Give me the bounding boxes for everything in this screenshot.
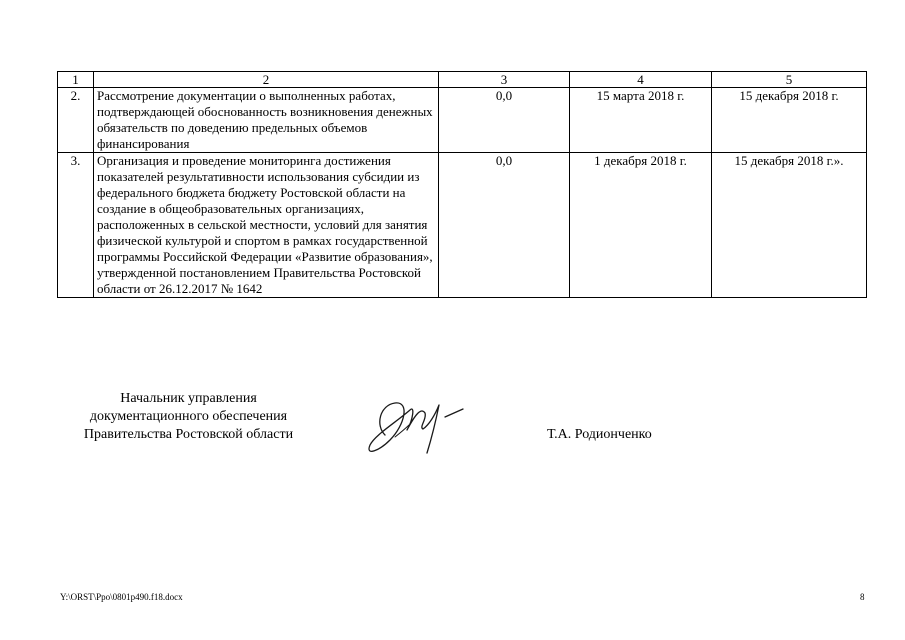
signatory-name: Т.А. Родионченко bbox=[547, 427, 652, 442]
row-number: 2. bbox=[58, 88, 94, 153]
header-cell: 3 bbox=[439, 72, 570, 88]
signatory-position bbox=[56, 390, 321, 444]
header-cell: 5 bbox=[712, 72, 867, 88]
row-amount: 0,0 bbox=[439, 88, 570, 153]
position-line: документационного обеспечения bbox=[89, 409, 288, 424]
row-start-date: 15 марта 2018 г. bbox=[570, 88, 712, 153]
page-number: 8 bbox=[860, 592, 865, 602]
row-end-date: 15 декабря 2018 г. bbox=[712, 88, 867, 153]
row-number: 3. bbox=[58, 153, 94, 298]
row-start-date: 1 декабря 2018 г. bbox=[570, 153, 712, 298]
handwritten-signature bbox=[355, 385, 475, 465]
row-description: Организация и проведение мониторинга достижения показателей результативности использования субсидии из федерального бюджета бюджету Ростовской области на создание в общеобразовательных организациях, расположенных в сельской местности, условий для занятия физической культурой и спортом в рамках государственной программы Российской Федерации «Развитие образования», утвержденной постановлением Правительства Ростовской области от 26.12.2017 № 1642 bbox=[94, 153, 439, 298]
row-description: Рассмотрение документации о выполненных работах, подтверждающей обоснованность возникновения денежных обязательств по доведению предельных объемов финансирования bbox=[94, 88, 439, 153]
schedule-table bbox=[57, 71, 867, 298]
position-line: Правительства Ростовской области bbox=[83, 427, 294, 442]
row-amount: 0,0 bbox=[439, 153, 570, 298]
header-cell: 1 bbox=[58, 72, 94, 88]
table-row bbox=[58, 153, 867, 298]
header-cell: 4 bbox=[570, 72, 712, 88]
row-end-date: 15 декабря 2018 г.». bbox=[712, 153, 867, 298]
position-line: Начальник управления bbox=[120, 391, 257, 406]
header-cell: 2 bbox=[94, 72, 439, 88]
table-row bbox=[58, 88, 867, 153]
footer-file-path: Y:\ORST\Ppo\0801p490.f18.docx bbox=[60, 592, 183, 602]
table-header-row bbox=[58, 72, 867, 88]
